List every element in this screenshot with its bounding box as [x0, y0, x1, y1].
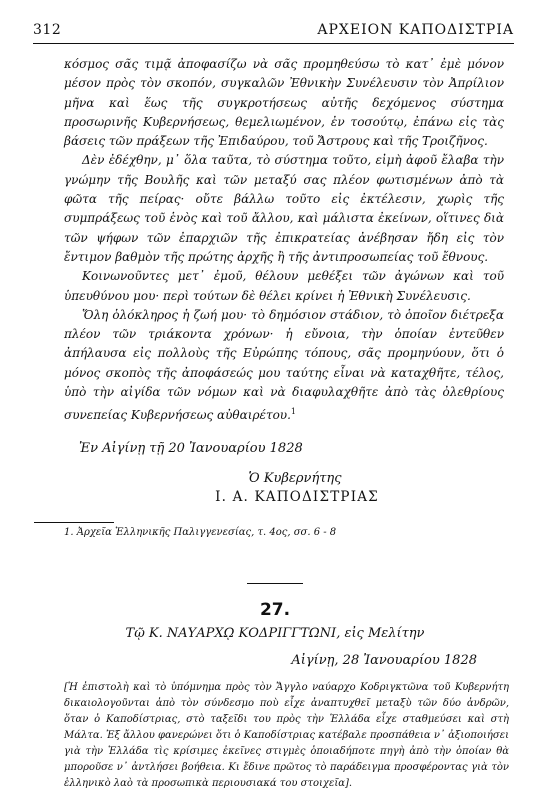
signatory-title: Ὁ Κυβερνήτης	[248, 471, 342, 486]
paragraph-3: Κοινωνοῦντες μετ᾽ ἐμοῦ, θέλουν μεθέξει τῶν ἀγώνων καὶ τοῦ ὑπευθύνου μου· περὶ τούτων δὲ θέλει κρίνει ἡ Ἐθνικὴ Συνέλευσις.	[64, 269, 504, 303]
place-date: Ἐν Αἰγίνῃ τῇ 20 Ἰανουαρίου 1828	[79, 441, 303, 456]
document-number: 27.	[259, 600, 291, 620]
paragraph-4	[64, 306, 504, 426]
document-date: Αἰγίνῃ, 28 Ἰανουαρίου 1828	[291, 653, 477, 668]
paragraph-4-text: Ὅλη ὁλόκληρος ἡ ζωή μου· τὸ δημόσιον στάδιον, τὸ ὁποῖον διέτρεξα πλέον τῶν τριάκοντα χρόνων· ἡ εὔνοια, τὴν ὁποίαν ἐντεῦθεν ἀπήλαυσα εἰς πολλοὺς τῆς Εὐρώπης τόπους, σᾶς προμηνύουν, ὅτι ὁ μόνος σκοπὸς τῆς ἀποφάσεώς μου ταύτης εἶναι νὰ καταχθῆτε, τέλος, ὑπὸ τὴν αἰγίδα τῶν νόμων καὶ νὰ διαφυλαχθῆτε ἀπὸ τὰς ὀλεθρίους συνεπείας Κυβερνήσεως αὐθαιρέτου.	[64, 307, 504, 423]
letter-body	[64, 55, 504, 426]
signatory-name: Ι. Α. ΚΑΠΟΔΙΣΤΡΙΑΣ	[215, 489, 379, 505]
page-number: 312	[33, 22, 62, 38]
footnote: 1. Ἀρχεῖα Ἑλληνικῆς Παλιγγενεσίας, τ. 4ος, σσ. 6 - 8	[64, 527, 337, 538]
paragraph-1: κόσμος σᾶς τιμᾷ ἀποφασίζω νὰ σᾶς προμηθεύσω τὸ κατ᾽ ἐμὲ μόνον μέσον πρὸς τὸν σκοπόν, συγκαλῶν Ἐθνικὴν Συνέλευσιν τὸν Ἀπρίλιον μῆνα καὶ ἕως τῆς συγκροτήσεως αὐτῆς δεχόμενος σύστημα προσωρινῆς Κυβερνήσεως, θεμελιωμένον, ἐν τοσούτῳ, ἐπάνω εἰς τὰς βάσεις τῶν πράξεων τῆς Ἐπιδαύρου, τοῦ Ἄστρους καὶ τῆς Τροιζῆνος.	[64, 57, 504, 149]
footnote-rule	[34, 522, 114, 523]
section-separator	[247, 583, 303, 584]
running-title: ΑΡΧΕΙΟΝ ΚΑΠΟΔΙΣΤΡΙΑ	[317, 22, 514, 38]
addressee-heading: Τῷ Κ. ΝΑΥΑΡΧῼ ΚΟΔΡΙΓΓΤΩΝΙ, εἰς Μελίτην	[125, 626, 425, 641]
paragraph-2: Δὲν ἐδέχθην, μ᾽ ὅλα ταῦτα, τὸ σύστημα τοῦτο, εἰμὴ ἀφοῦ ἔλαβα τὴν γνώμην τῆς Βουλῆς καὶ τῶν μεταξύ σας πλέον φωτισμένων ἀπὸ τὰ φῶτα τῆς πείρας· οὔτε βάλλω τοῦτο εἰς ἐκτέλεσιν, χωρὶς τῆς συμπράξεως τοῦ ἑνὸς καὶ τοῦ ἄλλου, καὶ μάλιστα ἐκείνων, οἵτινες διὰ τῶν ψήφων τῶν ἐπαρχιῶν τῆς ἐπικρατείας ἀνέβησαν ἤδη εἰς τὸν ἔντιμον βαθμὸν τῆς πρώτης ἀρχῆς ἢ τῆς ἀντιπροσωπείας τοῦ ἔθνους.	[64, 153, 504, 264]
footnote-marker: 1	[290, 407, 297, 417]
header-rule	[33, 43, 514, 44]
page-header	[33, 20, 514, 44]
editorial-note: [Ἡ ἐπιστολὴ καὶ τὸ ὑπόμνημα πρὸς τὸν Ἄγγλο ναύαρχο Κοδριγκτῶνα τοῦ Κυβερνήτη δικαιολογοῦνται ἀπὸ τὸν σύνδεσμο ποὺ εἶχε ἀναπτυχθεῖ μεταξὺ τῶν δύο ἀνδρῶν, ὅταν ὁ Καποδίστριας, στὸ ταξεῖδι του πρὸς τὴν Ἑλλάδα εἶχε σταθμεύσει καὶ στὴ Μάλτα. Ἐξ ἄλλου φανερώνει ὅτι ὁ Καποδίστριας κατέβαλε προσπάθεια ν᾽ ἀξιοποιήσει γιὰ τὴν Ἑλλάδα τὶς κρίσιμες ἐκεῖνες στιγμὲς ὁποιαδήποτε πηγὴ ἀπὸ τὴν ὁποίαν θὰ μποροῦσε ν᾽ ἀντλήσει βοήθεια. Κι ἔδινε πρῶτος τὸ παράδειγμα προσφέροντας γιὰ τὸν ἑλληνικὸ λαὸ τὰ προσωπικὰ περιουσιακά του στοιχεῖα].	[64, 682, 509, 789]
